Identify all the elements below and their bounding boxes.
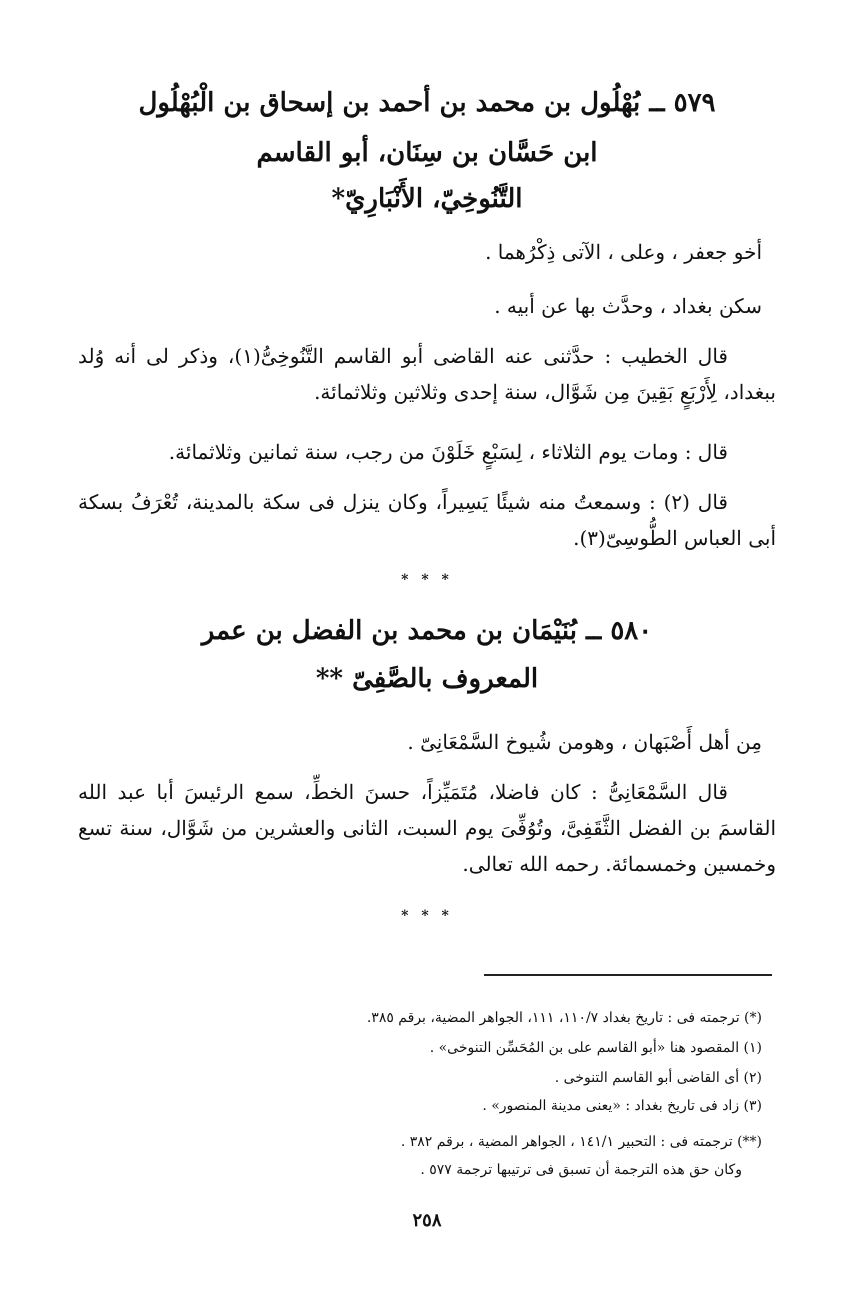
entry-579-paragraph: سكن بغداد ، وحدَّث بها عن أبيه . [494, 294, 762, 318]
section-separator: * * * [401, 572, 453, 588]
entry-579-paragraph: أخو جعفر ، وعلى ، الآتى ذِكْرُهما . [485, 240, 762, 264]
footnote: (**) ترجمته فى : التحبير ١٤١/١ ، الجواهر المضية ، برقم ٣٨٢ . [400, 1134, 762, 1150]
entry-579-heading-line-1: ٥٧٩ ــ بُهْلُول بن محمد بن أحمد بن إسحاق بن الْبُهْلُول [138, 88, 716, 118]
entry-580-heading-line-2: المعروف بالصَّفِىّ ** [315, 664, 539, 694]
entry-579-paragraph: قال الخطيب : حدَّثنى عنه القاضى أبو القاسم التَّنُوخِىُّ(١)، وذكر لى أنه وُلد ببغداد، لِأَرْبَعٍ بَقِينَ مِن شَوَّال، سنة إحدى وثلاثين وثلاثمائة. [78, 344, 776, 404]
footnote: (١) المقصود هنا «أبو القاسم على بن المُحَسِّن التنوخى» . [429, 1040, 762, 1056]
footnote-divider [484, 974, 772, 976]
footnote: (٣) زاد فى تاريخ بغداد : «يعنى مدينة المنصور» . [482, 1098, 762, 1114]
footnote: (*) ترجمته فى : تاريخ بغداد ١١٠/٧، ١١١، الجواهر المضية، برقم ٣٨٥. [366, 1010, 762, 1026]
entry-579-paragraph: قال (٢) : وسمعتُ منه شيئًا يَسِيراً، وكان ينزل فى سكة بالمدينة، تُعْرَفُ بسكة أبى العباس الطُّوسِىّ(٣). [78, 490, 776, 550]
entry-580-heading-line-1: ٥٨٠ ــ بُنَيْمَان بن محمد بن الفضل بن عمر [201, 616, 653, 646]
entry-580-paragraph: مِن أهل أَصْبَهان ، وهومن شُيوخ السَّمْعَانِىّ . [407, 730, 762, 754]
footnote: (٢) أى القاضى أبو القاسم التنوخى . [554, 1070, 762, 1086]
entry-579-heading-line-2: ابن حَسَّان بن سِنَان، أبو القاسم [256, 138, 598, 168]
entry-579-paragraph: قال : ومات يوم الثلاثاء ، لِسَبْعٍ خَلَوْنَ من رجب، سنة ثمانين وثلاثمائة. [168, 440, 728, 464]
entry-579-heading-line-3: التَّنُوخِيّ، الأَنْبَارِيّ* [331, 184, 523, 214]
section-separator: * * * [401, 908, 453, 924]
page-number: ٢٥٨ [412, 1210, 442, 1231]
entry-580-paragraph: قال السَّمْعَانِىُّ : كان فاضلا، مُتَمَيِّزاً، حسنَ الخطِّ، سمع الرئيسَ أبا عبد الله القاسمَ بن الفضل الثَّقَفِىَّ، وتُوُفِّىَ يوم السبت، الثانى والعشرين من شَوَّال، سنة تسع وخمسين وخمسمائة. رحمه الله تعالى. [78, 780, 776, 876]
footnote: وكان حق هذه الترجمة أن تسبق فى ترتيبها ترجمة ٥٧٧ . [420, 1162, 742, 1178]
